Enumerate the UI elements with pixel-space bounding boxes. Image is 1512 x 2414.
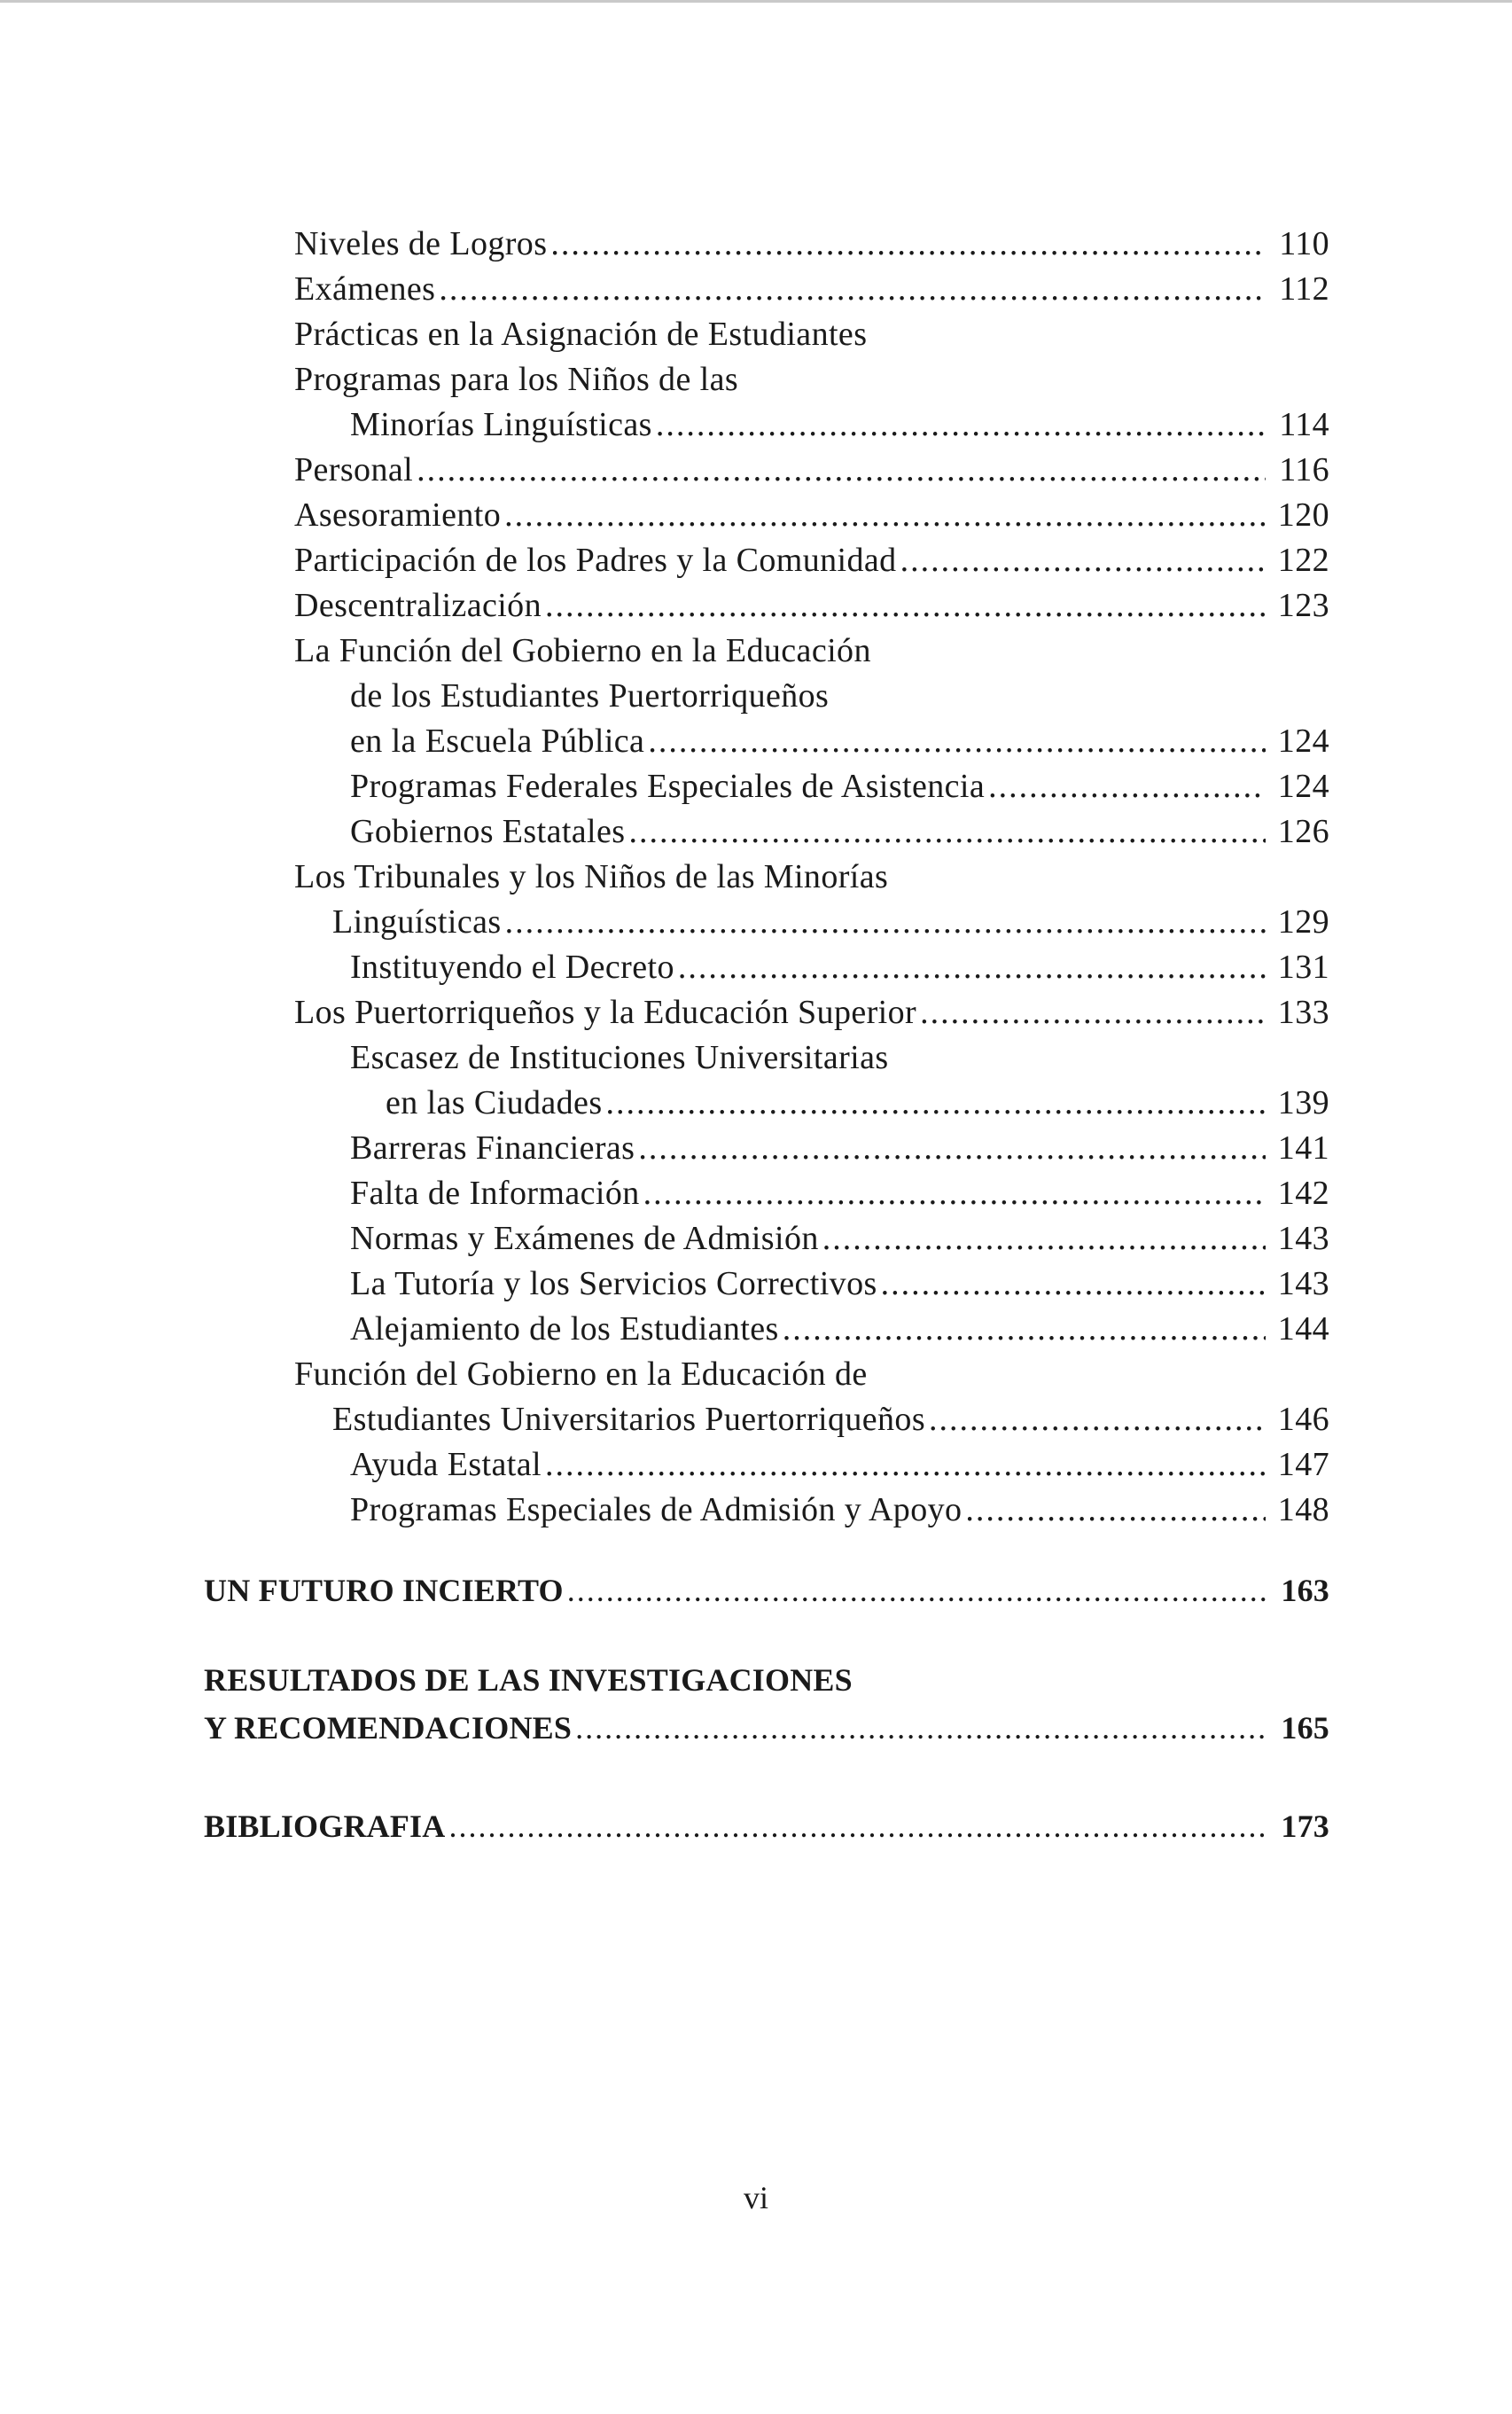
toc-entry-title: Participación de los Padres y la Comunidad [294,542,897,579]
toc-entry-page: 143 [1277,1220,1329,1257]
toc-entry-title: La Tutoría y los Servicios Correctivos [350,1265,877,1302]
section-gap [204,1613,1329,1658]
toc-entry-title: RESULTADOS DE LAS INVESTIGACIONES [204,1662,853,1698]
toc-entry-alejamiento[interactable] [204,1307,1329,1352]
toc-entry-title: Personal [294,451,414,488]
toc-entry-niveles-de-logros[interactable] [204,222,1329,267]
toc-entry-practicas-asignacion[interactable] [204,312,1329,357]
dot-leader [606,1081,1266,1126]
dot-leader [965,1488,1266,1533]
toc-entry-title: Estudiantes Universitarios Puertorriqueños [332,1401,926,1438]
toc-entry-page: 110 [1279,225,1329,262]
toc-entry-linguisticas[interactable] [204,900,1329,945]
toc-entry-tutoria[interactable] [204,1262,1329,1307]
toc-entry-page: 124 [1277,768,1329,805]
toc-entry-escuela-publica[interactable] [204,719,1329,764]
toc-entry-page: 148 [1277,1491,1329,1528]
toc-entry-ayuda-estatal[interactable] [204,1442,1329,1488]
toc-entry-title: en las Ciudades [386,1084,603,1121]
dot-leader [628,809,1266,855]
toc-entry-page: 112 [1279,270,1329,308]
toc-entry-page: 114 [1279,406,1329,443]
toc-entry-title: Programas Especiales de Admisión y Apoyo [350,1491,963,1528]
dot-leader [567,1568,1266,1613]
toc-entry-estudiantes-universitarios[interactable] [204,1397,1329,1442]
dot-leader [900,538,1266,583]
toc-entry-title: Función del Gobierno en la Educación de [294,1355,868,1393]
toc-entry-title: Normas y Exámenes de Admisión [350,1220,819,1257]
toc-entry-title: Asesoramiento [294,496,502,534]
toc-entry-title: Niveles de Logros [294,225,548,262]
toc-entry-title: de los Estudiantes Puertorriqueños [350,677,830,715]
toc-entry-participacion-padres[interactable] [204,538,1329,583]
toc-entry-programas-federales[interactable] [204,764,1329,809]
dot-leader [505,900,1266,945]
dot-leader [643,1171,1266,1216]
toc-entry-page: 120 [1277,496,1329,534]
dot-leader [648,719,1266,764]
toc-entry-programas-ninos-line1[interactable] [204,357,1329,402]
dot-leader [439,267,1266,312]
toc-major-resultados-line1[interactable] [204,1658,1329,1703]
toc-entry-title: Programas Federales Especiales de Asistencia [350,768,986,805]
toc-entry-page: 147 [1277,1446,1329,1483]
dot-leader [504,493,1266,538]
toc-entry-falta-informacion[interactable] [204,1171,1329,1216]
table-of-contents [204,222,1329,1849]
dot-leader [822,1216,1266,1262]
dot-leader [638,1126,1266,1171]
top-edge-rule [0,0,1512,3]
toc-entry-descentralizacion[interactable] [204,583,1329,629]
dot-leader [678,945,1266,990]
toc-entry-page: 146 [1277,1401,1329,1438]
toc-entry-page: 142 [1277,1175,1329,1212]
toc-entry-title: Descentralización [294,587,542,624]
toc-entry-page: 123 [1277,587,1329,624]
dot-leader [881,1262,1266,1307]
toc-entry-title: Prácticas en la Asignación de Estudiantes [294,316,868,353]
toc-entry-gobiernos-estatales[interactable] [204,809,1329,855]
dot-leader [417,448,1266,493]
toc-entry-title: Gobiernos Estatales [350,813,626,850]
toc-entry-page: 126 [1277,813,1329,850]
toc-major-bibliografia[interactable] [204,1804,1329,1849]
toc-entry-title: Falta de Información [350,1175,640,1212]
dot-leader [575,1703,1266,1753]
toc-entry-en-las-ciudades[interactable] [204,1081,1329,1126]
dot-leader [988,764,1266,809]
page-number: vi [743,2180,768,2215]
toc-entry-barreras-financieras[interactable] [204,1126,1329,1171]
toc-entry-page: 163 [1281,1573,1329,1608]
toc-entry-page: 131 [1277,949,1329,986]
dot-leader [783,1307,1266,1352]
toc-entry-tribunales-line1[interactable] [204,855,1329,900]
toc-entry-title: Los Tribunales y los Niños de las Minorías [294,858,889,895]
toc-entry-examenes[interactable] [204,267,1329,312]
dot-leader [448,1804,1266,1849]
dot-leader [545,583,1266,629]
toc-entry-title: BIBLIOGRAFIA [204,1809,446,1844]
dot-leader [545,1442,1266,1488]
toc-major-recomendaciones[interactable] [204,1703,1329,1753]
toc-entry-title: en la Escuela Pública [350,723,645,760]
toc-entry-funcion-gobierno-univ-line1[interactable] [204,1352,1329,1397]
toc-entry-page: 173 [1281,1809,1329,1844]
toc-entry-title: Escasez de Instituciones Universitarias [350,1039,889,1076]
toc-entry-title: Y RECOMENDACIONES [204,1710,573,1746]
toc-entry-page: 165 [1281,1710,1329,1746]
toc-entry-funcion-gobierno-line1[interactable] [204,629,1329,674]
toc-entry-funcion-gobierno-line2[interactable] [204,674,1329,719]
toc-entry-title: UN FUTURO INCIERTO [204,1573,564,1608]
toc-entry-page: 144 [1277,1310,1329,1348]
section-gap [204,1533,1329,1568]
toc-entry-page: 129 [1277,903,1329,941]
toc-entry-minorias-linguisticas[interactable] [204,402,1329,448]
toc-major-un-futuro-incierto[interactable] [204,1568,1329,1613]
toc-entry-page: 141 [1277,1129,1329,1167]
toc-entry-title: La Función del Gobierno en la Educación [294,632,871,669]
toc-entry-title: Ayuda Estatal [350,1446,542,1483]
toc-entry-title: Programas para los Niños de las [294,361,739,398]
toc-entry-page: 133 [1277,994,1329,1031]
section-gap [204,1753,1329,1804]
toc-entry-instituyendo-decreto[interactable] [204,945,1329,990]
toc-entry-page: 122 [1277,542,1329,579]
toc-entry-page: 116 [1279,451,1329,488]
toc-entry-page: 139 [1277,1084,1329,1121]
dot-leader [920,990,1266,1035]
toc-entry-title: Exámenes [294,270,436,308]
toc-entry-page: 124 [1277,723,1329,760]
toc-entry-title: Linguísticas [332,903,502,941]
toc-entry-title: Instituyendo el Decreto [350,949,674,986]
toc-entry-personal[interactable] [204,448,1329,493]
dot-leader [929,1397,1266,1442]
toc-entry-educacion-superior[interactable] [204,990,1329,1035]
toc-entry-title: Barreras Financieras [350,1129,635,1167]
toc-entry-programas-admision[interactable] [204,1488,1329,1533]
toc-entry-title: Alejamiento de los Estudiantes [350,1310,779,1348]
toc-entry-escasez-line1[interactable] [204,1035,1329,1081]
toc-entry-title: Los Puertorriqueños y la Educación Superior [294,994,917,1031]
toc-entry-normas-examenes[interactable] [204,1216,1329,1262]
toc-entry-page: 143 [1277,1265,1329,1302]
toc-entry-asesoramiento[interactable] [204,493,1329,538]
dot-leader [656,402,1266,448]
dot-leader [550,222,1266,267]
toc-entry-title: Minorías Linguísticas [350,406,652,443]
